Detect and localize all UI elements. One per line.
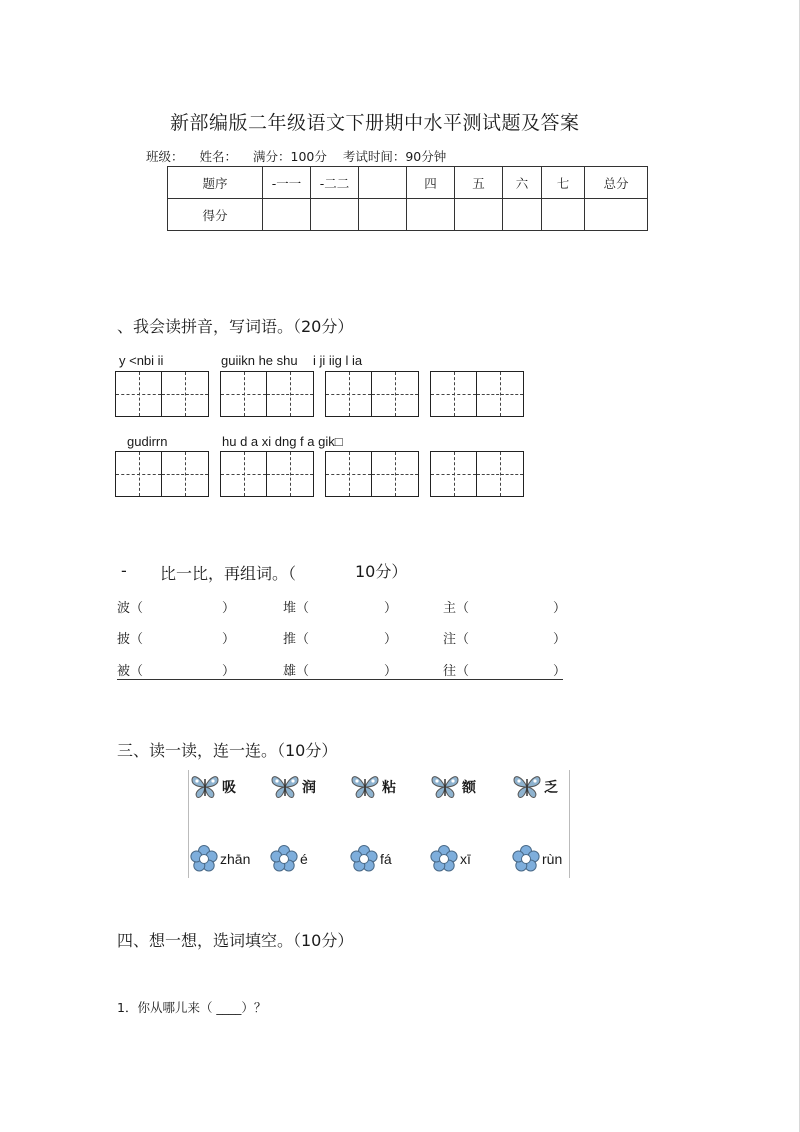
score-cell[interactable] — [359, 199, 407, 231]
score-header-cell: -一一 — [263, 167, 311, 199]
flower-card[interactable] — [512, 845, 562, 873]
score-table-score-row — [168, 199, 648, 231]
compare-close: ） — [384, 601, 398, 616]
butterfly-card[interactable] — [512, 774, 558, 800]
compare-item[interactable]: 被（ — [117, 664, 144, 679]
compare-row — [117, 628, 567, 650]
pinyin-label: gudirrn — [127, 434, 168, 449]
flower-pinyin: xī — [460, 851, 471, 867]
butterfly-char: 吸 — [222, 780, 236, 796]
butterfly-icon — [190, 774, 220, 800]
writing-grid[interactable] — [115, 371, 209, 417]
compare-close: ） — [553, 601, 567, 616]
section4-heading: 四、想一想，选词填空。（10分） — [117, 931, 354, 950]
butterfly-card[interactable] — [270, 774, 316, 800]
page-title: 新部编版二年级语文下册期中水平测试题及答案 — [170, 112, 580, 134]
writing-grid-row — [0, 451, 800, 497]
section2-heading: 比一比，再组词。（ — [160, 564, 297, 583]
question-1: 1．你从哪儿来（ ____）？ — [117, 1000, 267, 1015]
writing-grid[interactable] — [430, 371, 524, 417]
name-label: 姓名： — [199, 149, 238, 164]
section2-dash: - — [121, 561, 127, 580]
score-cell[interactable] — [585, 199, 648, 231]
flower-icon — [350, 845, 378, 873]
score-cell[interactable] — [311, 199, 359, 231]
butterfly-card[interactable] — [190, 774, 236, 800]
compare-item[interactable]: 注（ — [443, 632, 470, 647]
compare-close: ） — [384, 632, 398, 647]
writing-grid[interactable] — [325, 371, 419, 417]
full-score-label: 满分：100分 — [253, 149, 327, 164]
compare-item[interactable]: 堆（ — [283, 601, 310, 616]
class-label: 班级： — [146, 149, 184, 164]
compare-item[interactable]: 推（ — [283, 632, 310, 647]
compare-underline — [117, 679, 563, 680]
butterfly-char: 额 — [462, 780, 476, 796]
pinyin-label: i ji iig l ia — [313, 353, 363, 368]
compare-close: ） — [222, 664, 236, 679]
compare-close: ） — [222, 632, 236, 647]
compare-item[interactable]: 往（ — [443, 664, 470, 679]
butterfly-char: 粘 — [382, 780, 396, 796]
score-cell[interactable] — [542, 199, 585, 231]
compare-item[interactable]: 主（ — [443, 601, 470, 616]
flower-icon — [190, 845, 218, 873]
score-cell[interactable] — [455, 199, 503, 231]
writing-grid[interactable] — [115, 451, 209, 497]
score-cell[interactable] — [263, 199, 311, 231]
butterfly-char: 乏 — [544, 780, 558, 796]
compare-item[interactable]: 披（ — [117, 632, 144, 647]
writing-grid[interactable] — [220, 371, 314, 417]
section1-heading: 、我会读拼音，写词语。（20分） — [117, 317, 354, 336]
score-header-cell: 总分 — [585, 167, 648, 199]
score-header-cell: -二二 — [311, 167, 359, 199]
butterfly-icon — [350, 774, 380, 800]
flower-card[interactable] — [350, 845, 392, 873]
flower-icon — [430, 845, 458, 873]
butterfly-char: 润 — [302, 780, 316, 796]
writing-grid[interactable] — [325, 451, 419, 497]
butterfly-icon — [512, 774, 542, 800]
pinyin-label: y <nbi ii — [119, 353, 164, 368]
flower-icon — [270, 845, 298, 873]
compare-close: ） — [553, 664, 567, 679]
exam-info — [146, 147, 458, 165]
score-header-cell: 七 — [542, 167, 585, 199]
flower-icon — [512, 845, 540, 873]
section2-points: 10分） — [355, 562, 408, 581]
butterfly-card[interactable] — [430, 774, 476, 800]
section3-heading: 三、读一读，连一连。（10分） — [117, 741, 338, 760]
compare-close: ） — [553, 632, 567, 647]
score-row-label: 得分 — [168, 199, 263, 231]
flower-pinyin: é — [300, 851, 308, 867]
flower-card[interactable] — [270, 845, 308, 873]
compare-item[interactable]: 波（ — [117, 601, 144, 616]
writing-grid[interactable] — [220, 451, 314, 497]
compare-close: ） — [384, 664, 398, 679]
score-table-header-row — [168, 167, 648, 199]
score-header-cell: 四 — [407, 167, 455, 199]
butterfly-card[interactable] — [350, 774, 396, 800]
compare-item[interactable]: 雄（ — [283, 664, 310, 679]
pinyin-label: hu d a xi dng f a gik□ — [222, 434, 343, 449]
flower-pinyin: zhān — [220, 851, 251, 867]
butterfly-icon — [430, 774, 460, 800]
writing-grid-row — [0, 371, 800, 417]
pinyin-label: guiikn he shu — [221, 353, 298, 368]
score-table — [167, 166, 648, 231]
compare-row — [117, 597, 567, 619]
flower-card[interactable] — [430, 845, 471, 873]
score-header-cell — [359, 167, 407, 199]
flower-card[interactable] — [190, 845, 250, 873]
exam-time-label: 考试时间：90分钟 — [342, 149, 447, 164]
flower-pinyin: fá — [380, 851, 392, 867]
score-header-cell: 六 — [503, 167, 542, 199]
score-cell[interactable] — [503, 199, 542, 231]
score-header-cell: 五 — [455, 167, 503, 199]
compare-close: ） — [222, 601, 236, 616]
flower-pinyin: rùn — [542, 851, 563, 867]
score-header-cell: 题序 — [168, 167, 263, 199]
butterfly-icon — [270, 774, 300, 800]
writing-grid[interactable] — [430, 451, 524, 497]
score-cell[interactable] — [407, 199, 455, 231]
